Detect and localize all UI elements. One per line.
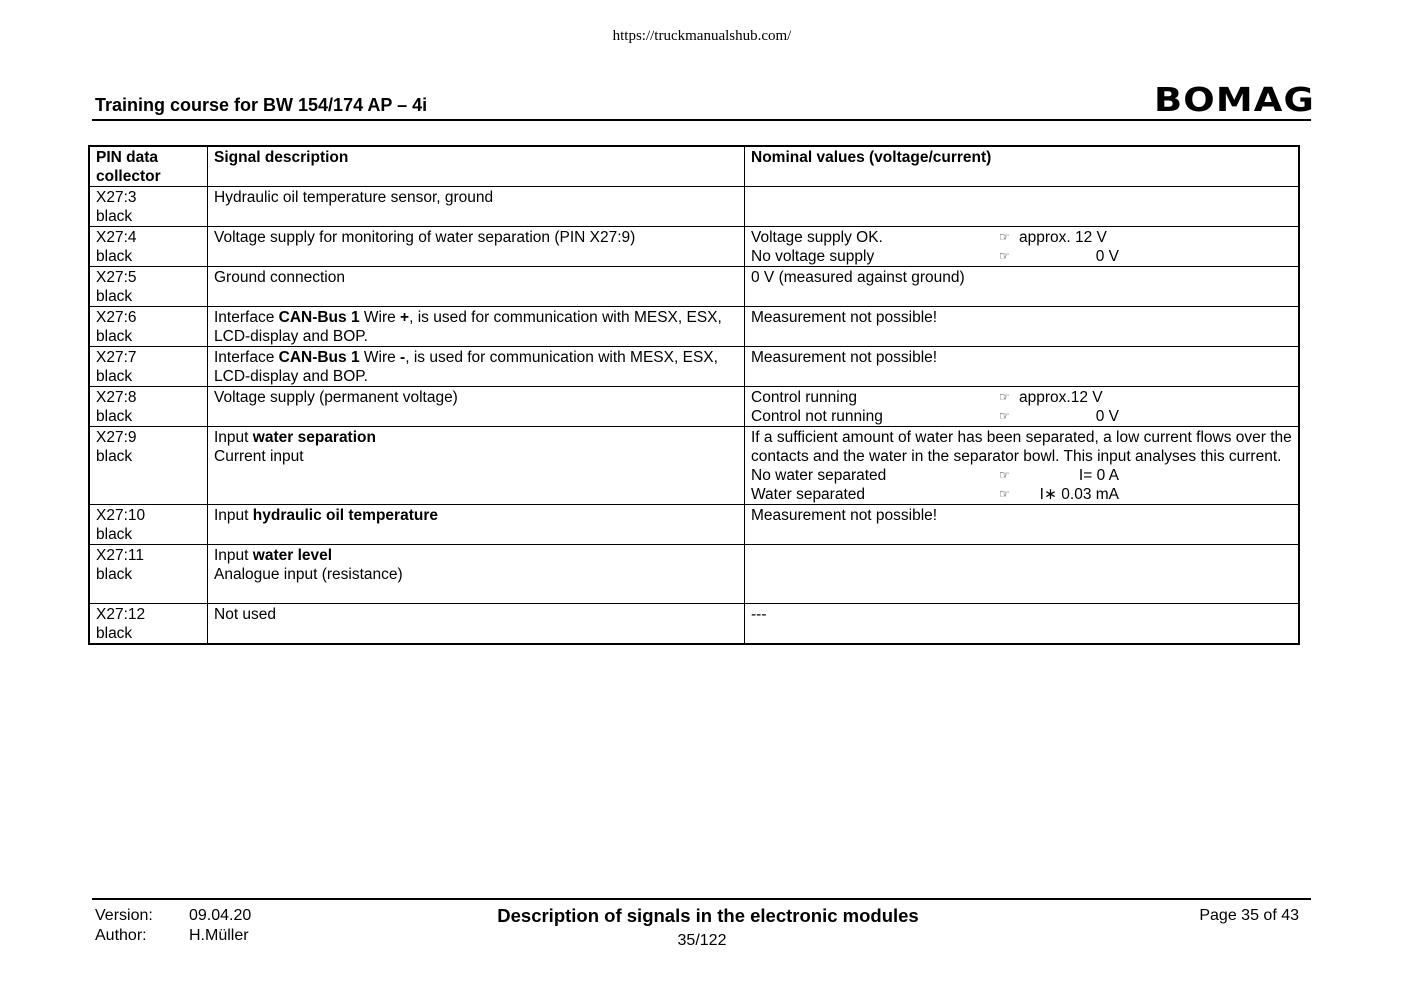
- signal-bold: hydraulic oil temperature: [252, 507, 438, 524]
- pin-color: black: [96, 208, 133, 225]
- table-row: [89, 307, 1299, 347]
- values-cell: [745, 227, 1300, 267]
- signal-cell: [208, 347, 745, 387]
- header-signal: Signal description: [208, 146, 745, 187]
- pin-cell: [89, 347, 208, 387]
- table-row: [89, 267, 1299, 307]
- signal-bold: CAN-Bus 1: [278, 309, 360, 326]
- signal-cell: [208, 604, 745, 645]
- signal-cell: [208, 427, 745, 505]
- signal-text: Interface: [214, 309, 279, 326]
- signal-cell: [208, 187, 745, 227]
- value-text: Measurement not possible!: [751, 309, 938, 326]
- value-condition: No water separated: [751, 467, 887, 484]
- pin-id: X27:12: [96, 606, 146, 623]
- values-cell: [745, 505, 1300, 545]
- footer-title: Description of signals in the electronic modules: [497, 905, 919, 926]
- pointing-hand-icon: ☞: [999, 487, 1010, 501]
- signal-cell: [208, 545, 745, 604]
- header-values: Nominal values (voltage/current): [745, 146, 1300, 187]
- pin-cell: [89, 387, 208, 427]
- signal-text: Interface: [214, 349, 279, 366]
- value-reading: approx. 12 V: [1019, 229, 1107, 246]
- signal-text: Input: [214, 429, 253, 446]
- value-condition: Control running: [751, 389, 857, 406]
- values-cell: [745, 347, 1300, 387]
- table-row: [89, 187, 1299, 227]
- value-text: 0 V (measured against ground): [751, 269, 965, 286]
- pin-id: X27:9: [96, 429, 137, 446]
- pointing-hand-icon: ☞: [999, 249, 1010, 263]
- version-value: 09.04.20: [189, 907, 252, 924]
- value-line: [751, 407, 1292, 426]
- signal-bold: +: [400, 309, 410, 326]
- footer-rule: [92, 898, 1311, 900]
- values-cell: [745, 267, 1300, 307]
- values-cell: [745, 545, 1300, 604]
- value-condition: Water separated: [751, 486, 866, 503]
- value-reading: I= 0 A: [1078, 467, 1119, 484]
- pin-color: black: [96, 566, 133, 583]
- signal-text: Current input: [214, 448, 304, 465]
- source-url[interactable]: https://truckmanualshub.com/: [612, 28, 792, 44]
- value-line: [751, 485, 1292, 504]
- signal-cell: [208, 505, 745, 545]
- pin-id: X27:7: [96, 349, 137, 366]
- pin-color: black: [96, 248, 133, 265]
- value-line: [751, 228, 1292, 247]
- table-header-row: [89, 146, 1299, 187]
- table-row: [89, 545, 1299, 604]
- value-condition: No voltage supply: [751, 248, 875, 265]
- pin-cell: [89, 545, 208, 604]
- signal-cell: [208, 227, 745, 267]
- pin-color: black: [96, 526, 133, 543]
- signal-bold: water level: [252, 547, 333, 564]
- pin-cell: [89, 267, 208, 307]
- value-reading: 0 V: [1095, 248, 1119, 265]
- author-value: H.Müller: [189, 927, 249, 944]
- pointing-hand-icon: ☞: [999, 468, 1010, 482]
- signal-text: Wire: [359, 309, 401, 326]
- signal-text: Voltage supply (permanent voltage): [214, 389, 458, 406]
- value-line: [751, 466, 1292, 485]
- pin-cell: [89, 427, 208, 505]
- table-row: [89, 347, 1299, 387]
- pin-color: black: [96, 328, 133, 345]
- signal-cell: [208, 387, 745, 427]
- table-row: [89, 387, 1299, 427]
- pin-color: black: [96, 288, 133, 305]
- page-indicator: Page 35 of 43: [1199, 907, 1299, 924]
- signal-bold: CAN-Bus 1: [278, 349, 360, 366]
- signal-text: , is used for communication with MESX, ESX, LCD-display and BOP.: [214, 349, 718, 385]
- signal-text: Analogue input (resistance): [214, 566, 403, 583]
- document-title: Training course for BW 154/174 AP – 4i: [95, 95, 428, 115]
- signal-text: Not used: [214, 606, 277, 623]
- pin-id: X27:11: [96, 547, 144, 564]
- signal-text: Wire: [359, 349, 401, 366]
- version-label: Version:: [95, 907, 153, 924]
- bomag-logo: BOMAG: [1154, 80, 1315, 119]
- signal-table: [88, 145, 1300, 645]
- signal-cell: [208, 307, 745, 347]
- pin-id: X27:5: [96, 269, 137, 286]
- pin-cell: [89, 505, 208, 545]
- signal-bold: -: [400, 349, 406, 366]
- table-row: [89, 505, 1299, 545]
- signal-bold: water separation: [252, 429, 376, 446]
- values-cell: [745, 604, 1300, 645]
- value-text: If a sufficient amount of water has been separated, a low current flows over the contacts and the water in the separator bowl. This input analyses this current.: [751, 429, 1292, 465]
- signal-text: Voltage supply for monitoring of water separation (PIN X27:9): [214, 229, 636, 246]
- value-text: ---: [751, 606, 767, 623]
- author-label: Author:: [95, 927, 147, 944]
- values-cell: [745, 427, 1300, 505]
- pin-id: X27:10: [96, 507, 146, 524]
- value-reading: I∗ 0.03 mA: [1039, 486, 1119, 503]
- header-rule: [92, 119, 1311, 121]
- signal-text: Input: [214, 507, 253, 524]
- value-line: [751, 388, 1292, 407]
- value-condition: Voltage supply OK.: [751, 229, 883, 246]
- value-reading: approx.12 V: [1019, 389, 1103, 406]
- pin-cell: [89, 187, 208, 227]
- values-cell: [745, 307, 1300, 347]
- table-row: [89, 227, 1299, 267]
- value-line: [751, 247, 1292, 266]
- pin-id: X27:4: [96, 229, 137, 246]
- pin-id: X27:8: [96, 389, 137, 406]
- signal-cell: [208, 267, 745, 307]
- value-text: Measurement not possible!: [751, 507, 938, 524]
- header-pin: PIN data collector: [89, 146, 208, 187]
- pin-color: black: [96, 368, 133, 385]
- signal-text: Hydraulic oil temperature sensor, ground: [214, 189, 494, 206]
- signal-text: Input: [214, 547, 253, 564]
- pin-id: X27:6: [96, 309, 137, 326]
- pointing-hand-icon: ☞: [999, 409, 1010, 423]
- pin-cell: [89, 604, 208, 645]
- signal-text: , is used for communication with MESX, ESX, LCD-display and BOP.: [214, 309, 722, 345]
- pin-color: black: [96, 448, 133, 465]
- pin-cell: [89, 307, 208, 347]
- value-text: Measurement not possible!: [751, 349, 938, 366]
- values-cell: [745, 187, 1300, 227]
- page-number: 35/122: [677, 932, 727, 949]
- pointing-hand-icon: ☞: [999, 230, 1010, 244]
- pin-color: black: [96, 625, 133, 642]
- pointing-hand-icon: ☞: [999, 390, 1010, 404]
- value-reading: 0 V: [1095, 408, 1119, 425]
- value-condition: Control not running: [751, 408, 883, 425]
- pin-id: X27:3: [96, 189, 137, 206]
- pin-cell: [89, 227, 208, 267]
- signal-text: Ground connection: [214, 269, 345, 286]
- table-row: [89, 427, 1299, 505]
- pin-color: black: [96, 408, 133, 425]
- values-cell: [745, 387, 1300, 427]
- table-row: [89, 604, 1299, 645]
